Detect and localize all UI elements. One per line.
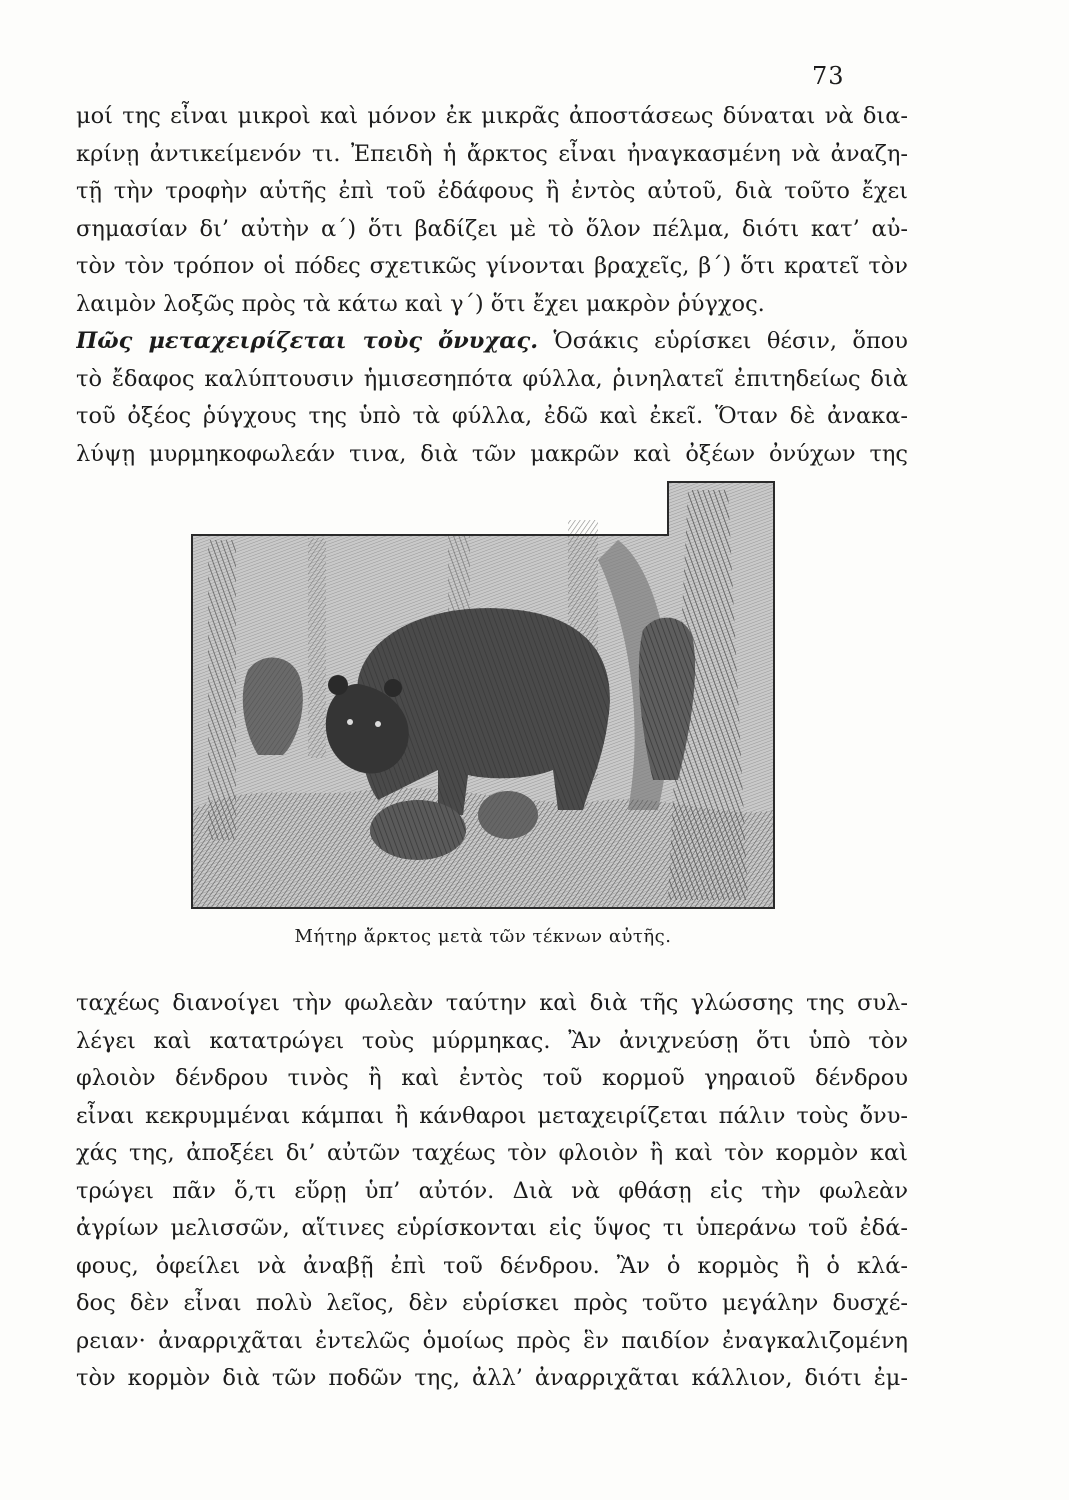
text-line: λαιμὸν λοξῶς πρὸς τὰ κάτω καὶ γ΄) ὅτι ἔχει μακρὸν ῥύγχος. [76,290,765,317]
section-heading: Πῶς μεταχειρίζεται τοὺς ὄνυχας. [76,328,539,354]
text-line: τὸν κορμὸν διὰ τῶν ποδῶν της, ἀλλ’ ἀναρριχᾶται κάλλιον, διότι ἐμ- [76,1365,908,1391]
text-line: τῇ τὴν τροφὴν αὑτῆς ἐπὶ τοῦ ἐδάφους ἢ ἐντὸς αὐτοῦ, διὰ τοῦτο ἔχει [76,178,908,204]
text-line: σημασίαν δι’ αὐτὴν α΄) ὅτι βαδίζει μὲ τὸ ὅλον πέλμα, διότι κατ’ αὐ- [76,215,908,242]
text-line: κρίνῃ ἀντικείμενόν τι. Ἐπειδὴ ἡ ἄρκτος εἶναι ἠναγκασμένη νὰ ἀναζη- [76,140,908,167]
bear-engraving-illustration [188,480,778,910]
text-line: χάς της, ἀποξέει δι’ αὐτῶν ταχέως τὸν φλοιὸν ἢ καὶ τὸν κορμὸν καὶ [76,1140,908,1166]
text-line: λύψῃ μυρμηκοφωλεάν τινα, διὰ τῶν μακρῶν καὶ ὀξέων ὀνύχων της [76,440,908,467]
bear-engraving-figure [188,480,778,910]
text-line: δος δὲν εἶναι πολὺ λεῖος, δὲν εὑρίσκει πρὸς τοῦτο μεγάλην δυσχέ- [76,1290,908,1316]
figure-caption: Μήτηρ ἄρκτος μετὰ τῶν τέκνων αὐτῆς. [294,926,672,947]
heading-line-text: Ὁσάκις εὑρίσκει θέσιν, ὅπου [538,328,908,354]
text-line: ἀγρίων μελισσῶν, αἵτινες εὑρίσκονται εἰς ὕψος τι ὑπεράνω τοῦ ἐδά- [76,1215,908,1241]
text-line: λέγει καὶ κατατρώγει τοὺς μύρμηκας. Ἂν ἀνιχνεύσῃ ὅτι ὑπὸ τὸν [76,1027,908,1054]
bottom-paragraph [76,985,908,1398]
heading-line [76,323,908,361]
text-line: ταχέως διανοίγει τὴν φωλεὰν ταύτην καὶ διὰ τῆς γλώσσης της συλ- [76,990,908,1016]
text-line: ρειαν· ἀναρριχᾶται ἐντελῶς ὁμοίως πρὸς ἓν παιδίον ἐναγκαλιζομένη [76,1327,908,1354]
text-line: τρώγει πᾶν ὅ,τι εὕρῃ ὑπ’ αὐτόν. Διὰ νὰ φθάσῃ εἰς τὴν φωλεὰν [76,1177,908,1204]
text-line: εἶναι κεκρυμμέναι κάμπαι ἢ κάνθαροι μεταχειρίζεται πάλιν τοὺς ὄνυ- [76,1102,908,1129]
text-line: τὸ ἔδαφος καλύπτουσιν ἡμισεσηπότα φύλλα, ῥινηλατεῖ ἐπιτηδείως διὰ [76,365,908,392]
text-line: φλοιὸν δένδρου τινὸς ἢ καὶ ἐντὸς τοῦ κορμοῦ γηραιοῦ δένδρου [76,1065,908,1091]
text-line: μοί της εἶναι μικροὶ καὶ μόνον ἐκ μικρᾶς ἀποστάσεως δύναται νὰ δια- [76,103,908,129]
text-line: φους, ὀφείλει νὰ ἀναβῇ ἐπὶ τοῦ δένδρου. Ἂν ὁ κορμὸς ἢ ὁ κλά- [76,1252,908,1279]
text-line: τὸν τὸν τρόπον οἱ πόδες σχετικῶς γίνονται βραχεῖς, β΄) ὅτι κρατεῖ τὸν [76,253,908,279]
text-line: τοῦ ὀξέος ῥύγχους της ὑπὸ τὰ φύλλα, ἐδῶ καὶ ἐκεῖ. Ὅταν δὲ ἀνακα- [76,403,908,429]
page-number: 73 [812,62,845,90]
top-paragraph [76,98,908,473]
